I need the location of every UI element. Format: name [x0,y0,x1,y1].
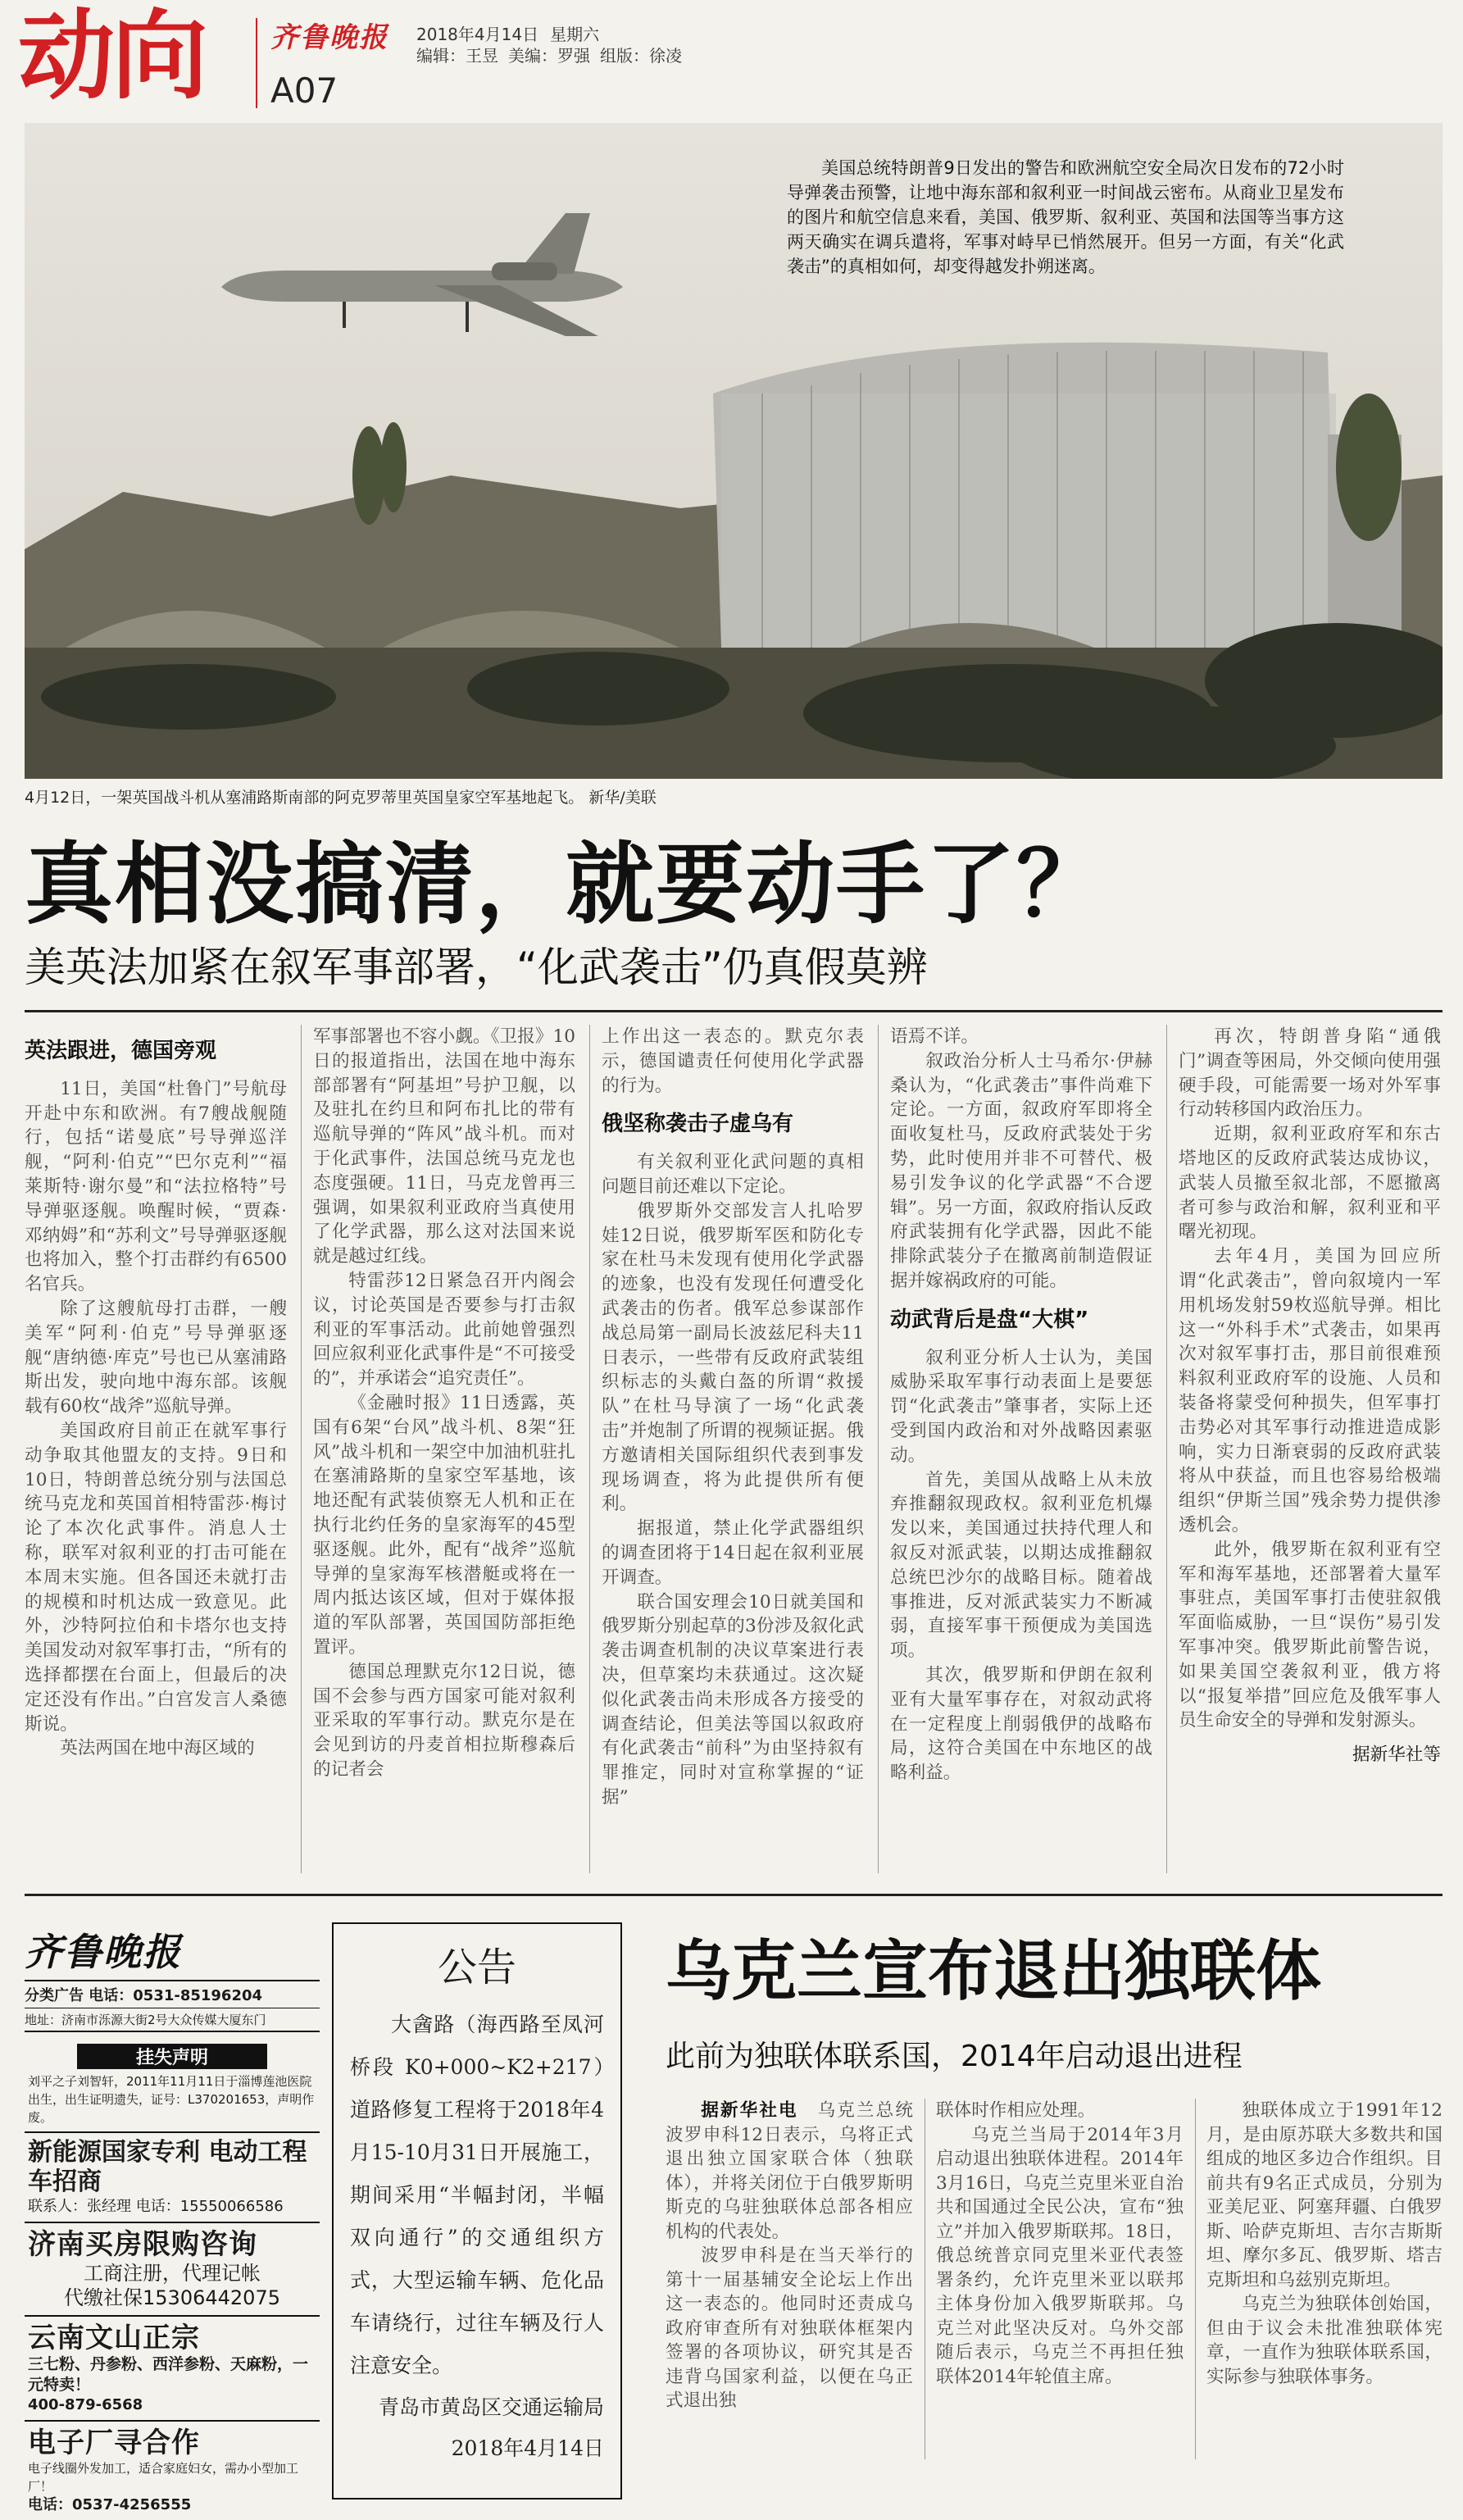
lost-notice-title: 挂失声明 [77,2044,267,2069]
paragraph: 联体时作相应处理。 [936,2100,1096,2121]
newspaper-logo: 齐鲁晚报 [270,21,388,54]
paragraph: 11日，美国“杜鲁门”号航母开赴中东和欧洲。有7艘战舰随行，包括“诺曼底”号导弹巡洋舰，“阿利·伯克”“巴尔克利”“福莱斯特·谢尔曼”和“法拉格特”号导弹驱逐舰。唤醒时候，“贾森·邓纳姆”和“苏利文”号导弹驱逐舰也将加入，整个打击群约有6500名官兵。 [25,1078,287,1295]
article-column-3 [602,1025,864,1810]
article-column-4 [890,1025,1152,1785]
lost-notice [25,2032,320,2133]
notice-title: 公告 [437,1945,516,1990]
main-subheadline: 美英法加紧在叙军事部署，“化武袭击”仍真假莫辨 [25,944,928,991]
paragraph: 首先，美国从战略上从未放弃推翻叙现政权。叙利亚危机爆发以来，美国通过扶持代理人和叙反对派武装，以期达成推翻叙总统巴沙尔的战略目标。随着战事推进，反对派武装实力不断减弱，直接军事干预便成为美国选项。 [890,1469,1152,1662]
ad-sanqi-title: 云南文山正宗 [28,2322,200,2354]
proof-credit: 组版：徐凌 [600,46,682,66]
paragraph: 军事部署也不容小觑。《卫报》10日的报道指出，法国在地中海东部部署有“阿基坦”号护卫舰，以及驻扎在约旦和阿布扎比的带有巡航导弹的“阵风”战斗机。而对于化武事件，法国总统马克龙也态度强硬。11日，马克龙曾再三强调，如果叙利亚政府当真使用了化学武器，那么这对法国来说就是越过红线。 [313,1026,575,1267]
photo-intro [787,156,1344,279]
masthead-divider [256,18,257,108]
column-divider [1195,2099,1196,2459]
section-subhead: 俄坚称袭击子虚乌有 [602,1112,794,1137]
paragraph: 语焉不详。 [890,1026,979,1047]
column-divider [878,1025,879,1873]
article-column-5 [1179,1025,1441,1767]
editor-credit: 编辑：王昱 [416,46,498,66]
ad-housing-line2: 代缴社保15306442075 [64,2286,280,2309]
article-column-2 [313,1025,575,1782]
paragraph: 上作出这一表态的。默克尔表示，德国谴责任何使用化学武器的行为。 [602,1026,864,1096]
article-column-1 [25,1025,287,1761]
paragraph: 去年4月，美国为回应所谓“化武袭击”，曾向叙境内一军用机场发射59枚巡航导弹。相比这一“外科手术”式袭击，如果再次对叙军事打击，那目前很难预料叙利亚政府军的设施、人员和装备将蒙受何种损失，但军事打击势必对其军事行动推进造成影响，实力日渐衰弱的反政府武装将从中获益，而且也容易给极端组织“伊斯兰国”残余势力提供渗透机会。 [1179,1246,1441,1535]
main-headline: 真相没搞清，就要动手了？ [25,834,1107,936]
paragraph-text: 乌克兰总统波罗申科12日表示，乌将正式退出独立国家联合体（独联体），并将关闭位于白俄罗斯明斯克的乌驻独联体总部各相应机构的代表处。 [666,2100,913,2242]
section-subhead: 动武背后是盘“大棋” [890,1307,1089,1332]
ad-factory-phone: 电话：0537-4256555 [28,2496,192,2513]
paragraph: 乌克兰为独联体创始国，但由于议会未批准独联体宪章，一直作为独联体联系国，实际参与独联体事务。 [1206,2294,1443,2387]
ad-sanqi-phone: 400-879-6568 [28,2396,143,2413]
column-divider [589,1025,590,1873]
section-name: 动向 [18,0,206,112]
paragraph: 除了这艘航母打击群，一艘美军“阿利·伯克”号导弹驱逐舰“唐纳德·库克”号也已从塞浦路斯出发，驶向地中海东部。该舰载有60枚“战斧”巡航导弹。 [25,1298,287,1417]
ukraine-column-3 [1206,2099,1443,2389]
issue-weekday: 星期六 [550,25,600,44]
paragraph: 此外，俄罗斯在叙利亚有空军和海军基地，还部署着大量军事驻点，美国军事打击使驻叙俄军面临威胁，一旦“误伤”易引发军事冲突。俄罗斯此前警告说，如果美国空袭叙利亚，俄方将以“报复举措”回应危及俄军事人员生命安全的导弹和发射源头。 [1179,1539,1441,1731]
ad-factory [25,2422,320,2520]
photo-intro-text: 美国总统特朗普9日发出的警告和欧洲航空安全局次日发布的72小时导弹袭击预警，让地中海东部和叙利亚一时间战云密布。从商业卫星发布的图片和航空信息来看，美国、俄罗斯、叙利亚、英国和法国等当事方这两天确实在调兵遣将，军事对峙早已悄然展开。但另一方面，有关“化武袭击”的真相如何，却变得越发扑朔迷离。 [787,158,1344,276]
ukraine-column-2 [936,2099,1184,2389]
paragraph: 叙利亚分析人士认为，美国威胁采取军事行动表面上是要惩罚“化武袭击”肇事者，实际上还受到国内政治和对外战略因素驱动。 [890,1347,1152,1466]
paragraph: 独联体成立于1991年12月，是由原苏联大多数共和国组成的地区多边合作组织。目前共有9名正式成员，分别为亚美尼亚、阿塞拜疆、白俄罗斯、哈萨克斯坦、吉尔吉斯斯坦、摩尔多瓦、俄罗斯、塔吉克斯坦和乌兹别克斯坦。 [1206,2100,1443,2290]
paragraph: 叙政治分析人士马希尔·伊赫桑认为，“化武袭击”事件尚难下定论。一方面，叙政府军即将全面收复杜马，反政府武装处于劣势，此时使用并非不可替代、极易引发争议的化学武器“不合逻辑”。另一方面，叙政府指认反政府武装拥有化学武器，因此不能排除武装分子在撤离前制造假证据并嫁祸政府的可能。 [890,1050,1152,1291]
ad-sanqi [25,2317,320,2422]
headline-rule [25,1010,1443,1012]
paragraph: 乌克兰当局于2014年3月启动退出独联体进程。2014年3月16日，乌克兰克里米亚自治共和国通过全民公决，宣布“独立”并加入俄罗斯联邦。18日，俄总统普京同克里米亚代表签署条约，允许克里米亚以联邦主体身份加入俄罗斯联邦。乌克兰对此坚决反对。乌外交部随后表示，乌克兰不再担任独联体2014年轮值主席。 [936,2124,1184,2387]
column-divider [1166,1025,1167,1873]
notice-organization: 青岛市黄岛区交通运输局 [378,2395,604,2419]
photo-caption: 4月12日，一架英国战斗机从塞浦路斯南部的阿克罗蒂里英国皇家空军基地起飞。 新华/美联 [25,789,657,807]
artist-credit: 美编：罗强 [508,46,590,66]
paragraph: 其次，俄罗斯和伊朗在叙利亚有大量军事存在，对叙动武将在一定程度上削弱俄伊的战略布局，这符合美国在中东地区的战略利益。 [890,1664,1152,1784]
issue-date: 2018年4月14日 [416,25,539,44]
paragraph [666,2099,913,2244]
ad-energy [25,2133,320,2223]
paragraph: 《金融时报》11日透露，英国有6架“台风”战斗机、8架“狂风”战斗机和一架空中加油机驻扎在塞浦路斯的皇家空军基地，该地还配有武装侦察无人机和正在执行北约任务的皇家海军的45型驱逐舰。此外，配有“战斧”巡航导弹的皇家海军核潜艇或将在一周内抵达该区域，但对于媒体报道的军队部署，英国国防部拒绝置评。 [313,1392,575,1658]
ad-housing [25,2223,320,2317]
ad-factory-text: 电子线圈外发加工，适合家庭妇女，需办小型加工厂！ [28,2461,299,2494]
column-divider [301,1025,302,1873]
classified-ads [25,1922,320,2513]
paragraph: 近期，叙利亚政府军和东古塔地区的反政府武装达成协议，武装人员撤至叙北部，不愿撤离者可参与政治和解，叙利亚和平曙光初现。 [1179,1124,1441,1243]
paragraph: 再次，特朗普身陷“通俄门”调查等困局，外交倾向使用强硬手段，可能需要一场对外军事行动转移国内政治压力。 [1179,1026,1441,1121]
ukraine-column-1 [666,2099,913,2413]
masthead-date-line [416,21,611,45]
ads-address: 地址：济南市泺源大街2号大众传媒大厦东门 [25,2008,320,2032]
paragraph: 联合国安理会10日就美国和俄罗斯分别起草的3份涉及叙化武袭击调查机制的决议草案进行表决，但草案均未获通过。这次疑似化武袭击尚未形成各方接受的调查结论，但美法等国以叙政府有化武袭击“前科”为由坚持叙有罪推定，同时对宣称掌握的“证据” [602,1591,864,1808]
masthead-credits [416,43,692,66]
paragraph: 特雷莎12日紧急召开内阁会议，讨论英国是否要参与打击叙利亚的军事活动。此前她曾强烈回应叙利亚化武事件是“不可接受的”，并承诺会“追究责任”。 [313,1270,575,1390]
page-number: A07 [270,71,338,111]
notice-date: 2018年4月14日 [451,2436,604,2460]
news-agency-lead: 据新华社电 [701,2100,798,2121]
paragraph: 有关叙利亚化武问题的真相问题目前还难以下定论。 [602,1152,864,1197]
paragraph: 据报道，禁止化学武器组织的调查团将于14日起在叙利亚展开调查。 [602,1518,864,1588]
paragraph: 俄罗斯外交部发言人扎哈罗娃12日说，俄罗斯军医和防化专家在杜马未发现有使用化学武器的迹象，也没有发现任何遭受化武袭击的伤者。俄军总参谋部作战总局第一副局长波兹尼科夫11日表示，一些带有反政府武装组织标志的头戴白盔的所谓“救援队”在杜马导演了一场“化武袭击”并炮制了所谓的视频证据。俄方邀请相关国际组织代表到事发现场调查，将为此提供所有便利。 [602,1200,864,1515]
article-byline: 据新华社等 [1352,1744,1441,1766]
lost-notice-text: 刘平之子刘智轩，2011年11月11日于淄博莲池医院出生，出生证明遗失，证号：L370201653，声明作废。 [28,2074,315,2125]
section-subhead: 英法跟进，德国旁观 [25,1039,217,1063]
ad-housing-line1: 工商注册，代理记帐 [84,2262,261,2285]
ukraine-headline: 乌克兰宣布退出独联体 [666,1933,1321,2009]
paragraph: 美国政府目前正在就军事行动争取其他盟友的支持。9日和10日，特朗普总统分别与法国总统马克龙和英国首相特雷莎·梅讨论了本次化武事件。消息人士称，联军对叙利亚的打击可能在本周末实施。但各国还未就打击的规模和时机达成一致意见。此外，沙特阿拉伯和卡塔尔也支持美国发动对叙军事打击，“所有的选择都摆在台面上，但最后的决定还没有作出。”白宫发言人桑德斯说。 [25,1420,287,1735]
ad-factory-title: 电子厂寻合作 [28,2427,200,2459]
ad-sanqi-text: 三七粉、丹参粉、西洋参粉、天麻粉，一元特卖！ [28,2355,309,2394]
paragraph: 波罗申科是在当天举行的第十一届基辅安全论坛上作出这一表态的。他同时还责成乌政府审查所有对独联体框架内签署的各项协议，研究其是否违背乌国家利益，以便在乌正式退出独 [666,2245,913,2411]
paragraph: 英法两国在地中海区域的 [60,1738,255,1759]
ad-energy-contact: 联系人：张经理 电话：15550066586 [28,2198,284,2215]
public-notice [332,1922,622,2500]
ukraine-subheadline: 此前为独联体联系国，2014年启动退出进程 [666,2040,1243,2073]
section-rule [25,1894,1443,1896]
paragraph: 德国总理默克尔12日说，德国不会参与西方国家可能对叙利亚采取的军事行动。默克尔是在会见到访的丹麦首相拉斯穆森后的记者会 [313,1661,575,1780]
ad-energy-title: 新能源国家专利 电动工程车招商 [28,2138,307,2196]
ads-phone: 分类广告 电话：0531-85196204 [25,1980,320,2008]
notice-body: 大酓路（海西路至凤河桥段 K0+000~K2+217）道路修复工程将于2018年4月15-10月31日开展施工，期间采用“半幅封闭，半幅双向通行”的交通组织方式，大型运输车辆、危化品车请绕行，过往车辆及行人注意安全。 [350,2013,604,2377]
ad-housing-title: 济南买房限购咨询 [28,2228,257,2261]
ads-logo: 齐鲁晚报 [25,1930,182,1974]
